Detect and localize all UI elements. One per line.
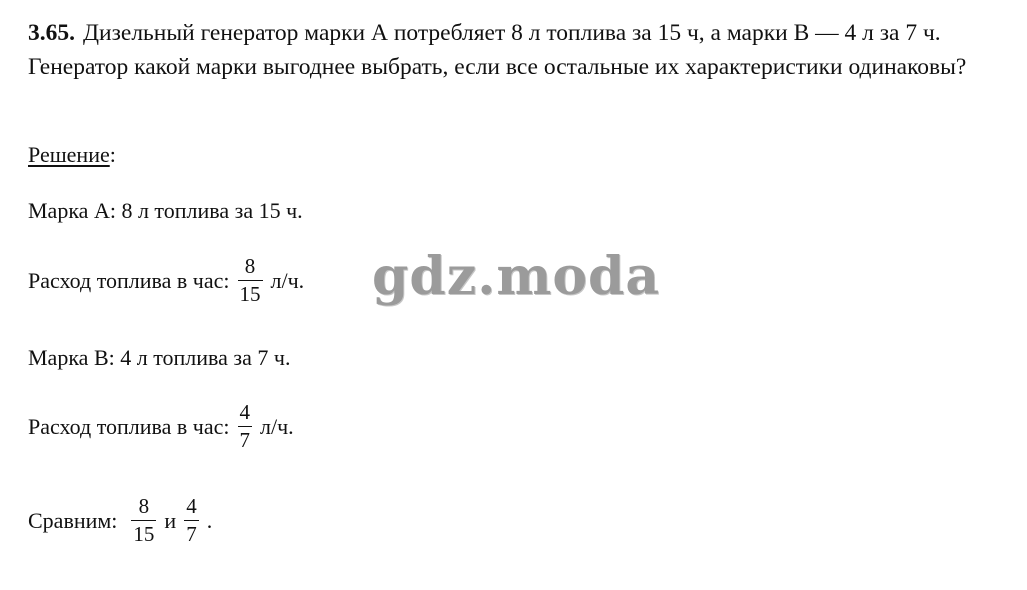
rate-b-denominator: 7 xyxy=(239,428,251,452)
problem-number: 3.65. xyxy=(28,20,75,46)
compare-and: и xyxy=(164,507,177,533)
problem-text: Дизельный генератор марки А потребляет 8 л топлива за 15 ч, а марки В — 4 л за 7 ч. Генератор какой марки выгоднее выбрать, если все остальные их характеристики одинаковы? xyxy=(28,20,967,80)
rate-a-denominator: 15 xyxy=(239,282,261,306)
compare-line xyxy=(28,496,212,545)
compare-numerator-2: 4 xyxy=(186,494,197,518)
rate-b-numerator: 4 xyxy=(239,400,251,424)
brand-a-line: Марка А: 8 л топлива за 15 ч. xyxy=(28,198,303,223)
rate-a-line xyxy=(28,256,304,305)
watermark: gdz.moda xyxy=(372,246,661,307)
compare-fraction-2 xyxy=(184,496,199,545)
compare-fraction-1 xyxy=(131,496,156,545)
compare-end: . xyxy=(206,507,213,533)
compare-denominator-2: 7 xyxy=(186,522,197,546)
rate-b-line xyxy=(28,402,294,451)
rate-a-numerator: 8 xyxy=(244,254,256,278)
problem-statement xyxy=(28,16,1003,84)
rate-b-prefix: Расход топлива в час: xyxy=(28,413,230,439)
solution-heading xyxy=(28,142,116,168)
rate-b-fraction xyxy=(238,402,253,451)
rate-b-unit: л/ч. xyxy=(260,413,294,439)
compare-numerator-1: 8 xyxy=(138,494,150,518)
rate-a-fraction xyxy=(238,256,263,305)
solution-heading-label: Решение xyxy=(28,142,110,167)
brand-b-line: Марка В: 4 л топлива за 7 ч. xyxy=(28,345,291,370)
compare-denominator-1: 15 xyxy=(133,522,155,546)
compare-prefix: Сравним: xyxy=(28,507,118,533)
rate-a-prefix: Расход топлива в час: xyxy=(28,267,230,293)
solution-heading-colon: : xyxy=(109,142,116,167)
rate-a-unit: л/ч. xyxy=(270,267,305,293)
